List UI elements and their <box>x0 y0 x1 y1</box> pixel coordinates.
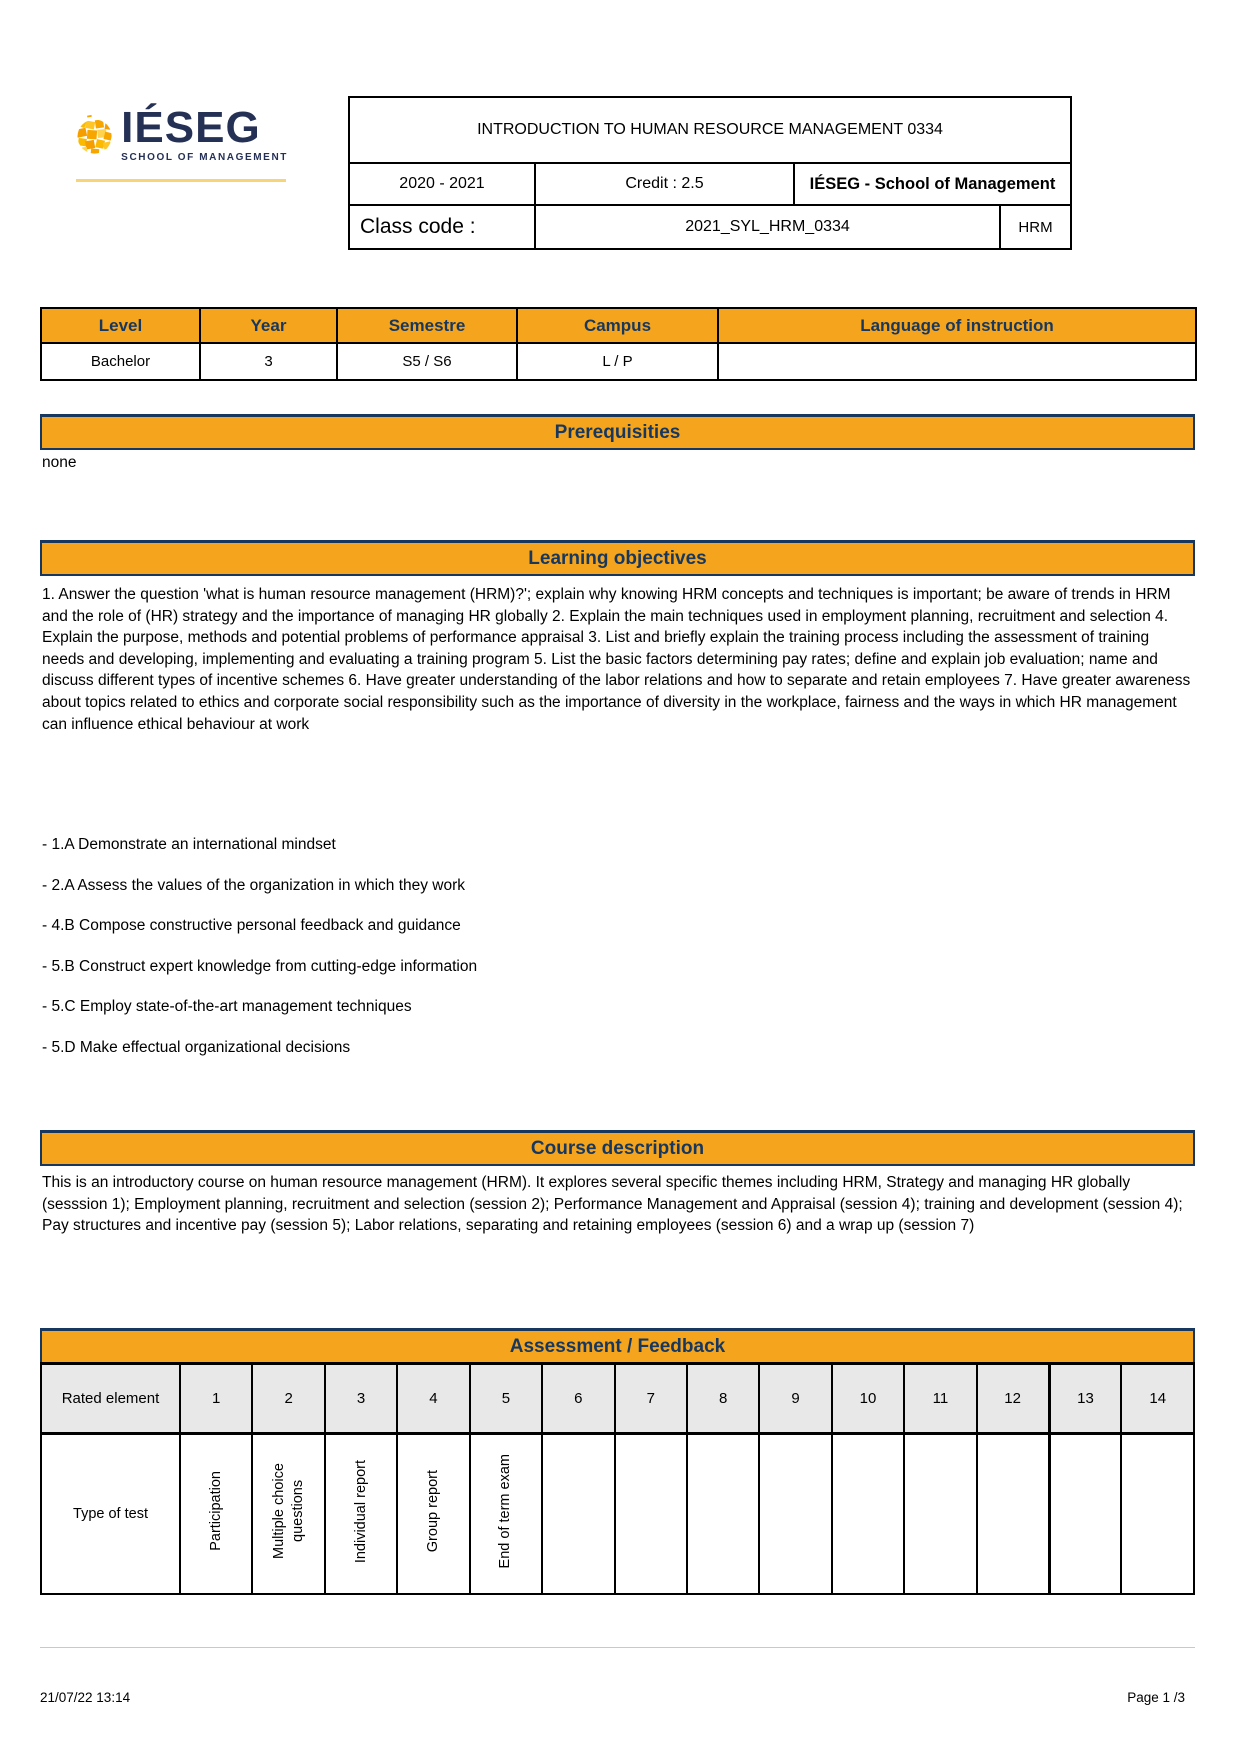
test-type-text: Group report <box>425 1470 442 1553</box>
credit-value: Credit : 2.5 <box>534 162 795 206</box>
learning-objectives-list <box>42 836 477 1079</box>
test-type-cell <box>832 1434 904 1594</box>
course-title: INTRODUCTION TO HUMAN RESOURCE MANAGEMENT 0334 <box>348 96 1072 164</box>
section-title-prerequisites: Prerequisities <box>40 414 1195 450</box>
section-title-course-description: Course description <box>40 1130 1195 1166</box>
assessment-column-header: 11 <box>904 1364 976 1434</box>
assessment-section <box>40 1328 1195 1595</box>
info-table <box>40 307 1197 381</box>
learning-objective-item: - 5.C Employ state-of-the-art management techniques <box>42 998 412 1015</box>
info-header-campus: Campus <box>517 308 718 343</box>
assessment-column-header: 1 <box>180 1364 252 1434</box>
learning-objective-item: - 5.D Make effectual organizational decisions <box>42 1038 351 1056</box>
school-name: IÉSEG - School of Management <box>793 162 1072 206</box>
rated-element-label: Rated element <box>41 1364 180 1434</box>
test-type-cell <box>904 1434 976 1594</box>
learning-objective-item: - 5.B Construct expert knowledge from cutting-edge information <box>42 957 478 975</box>
assessment-column-header: 3 <box>325 1364 397 1434</box>
assessment-column-header: 9 <box>759 1364 831 1434</box>
test-type-text: Multiple choice questions <box>270 1463 306 1560</box>
info-value-level: Bachelor <box>41 343 200 380</box>
class-code-value: 2021_SYL_HRM_0334 <box>534 204 1001 250</box>
assessment-column-header: 2 <box>252 1364 324 1434</box>
assessment-column-header: 10 <box>832 1364 904 1434</box>
type-of-test-label: Type of test <box>41 1434 180 1594</box>
info-header-semestre: Semestre <box>337 308 517 343</box>
assessment-column-header: 14 <box>1121 1364 1194 1434</box>
info-header-level: Level <box>41 308 200 343</box>
assessment-column-header: 6 <box>542 1364 614 1434</box>
assessment-column-header: 7 <box>615 1364 687 1434</box>
learning-objective-item: - 2.A Assess the values of the organization in which they work <box>42 876 466 894</box>
assessment-column-header: 8 <box>687 1364 759 1434</box>
ieseg-logo <box>76 100 288 182</box>
test-type-cell <box>397 1434 469 1594</box>
footer-page-number: Page 1 /3 <box>1127 1690 1185 1705</box>
learning-objective-item: - 4.B Compose constructive personal feedback and guidance <box>42 917 461 934</box>
logo-underline <box>76 179 286 182</box>
class-code-label: Class code : <box>348 204 536 250</box>
logo-subtitle: SCHOOL OF MANAGEMENT <box>121 151 288 163</box>
test-type-cell <box>759 1434 831 1594</box>
globe-icon <box>76 100 113 170</box>
title-table <box>348 96 1072 250</box>
footer-timestamp: 21/07/22 13:14 <box>40 1690 131 1705</box>
test-type-cell <box>615 1434 687 1594</box>
test-type-cell <box>180 1434 252 1594</box>
footer-divider <box>40 1647 1195 1648</box>
learning-objective-item: - 1.A Demonstrate an international mindset <box>42 836 336 853</box>
test-type-cell <box>542 1434 614 1594</box>
test-type-text: End of term exam <box>497 1454 514 1569</box>
assessment-column-header: 12 <box>977 1364 1049 1434</box>
info-value-language <box>718 343 1196 380</box>
info-value-campus: L / P <box>517 343 718 380</box>
test-type-cell <box>252 1434 324 1594</box>
assessment-column-header: 13 <box>1049 1364 1121 1434</box>
assessment-column-header: 5 <box>470 1364 542 1434</box>
test-type-cell <box>687 1434 759 1594</box>
info-value-year: 3 <box>200 343 337 380</box>
prerequisites-content: none <box>42 454 77 471</box>
assessment-column-header: 4 <box>397 1364 469 1434</box>
info-header-year: Year <box>200 308 337 343</box>
logo-wordmark: IÉSEG <box>121 103 261 153</box>
test-type-cell <box>977 1434 1049 1594</box>
test-type-text: Participation <box>207 1471 224 1552</box>
info-header-language: Language of instruction <box>718 308 1196 343</box>
course-description-paragraph: This is an introductory course on human resource management (HRM). It explores several specific themes including HRM, Strategy and managing HR globally (sesssion 1); Employment planning, recruitment and selection (session 2); Performance Management and Appraisal (session 4); training and development (session 4); Pay structures and incentive pay (session 5); Labor relations, separating and retaining employees (session 6) and a wrap up (session 7) <box>42 1174 1183 1235</box>
test-type-text: Individual report <box>352 1459 369 1563</box>
test-type-cell <box>470 1434 542 1594</box>
info-value-semestre: S5 / S6 <box>337 343 517 380</box>
test-type-cell <box>1121 1434 1194 1594</box>
academic-year: 2020 - 2021 <box>348 162 536 206</box>
assessment-table <box>40 1362 1195 1595</box>
learning-objectives-paragraph: 1. Answer the question 'what is human resource management (HRM)?'; explain why knowing HRM concepts and techniques is important; be aware of trends in HRM and the role of (HR) strategy and the importance of managing HR globally 2. Explain the main techniques used in employment planning, recruitment and selection 4. Explain the purpose, methods and potential problems of performance appraisal 3. List and briefly explain the training process including the assessment of training needs and developing, implementing and evaluating a training program 5. List the basic factors determining pay rates; define and explain job evaluation; name and discuss different types of incentive schemes 6. Have greater understanding of the labor relations and how to separate and retain employees 7. Have greater awareness about topics related to ethics and corporate social responsibility such as the importance of diversity in the workplace, fairness and the ways in which HR management can influence ethical behaviour at work <box>42 586 1191 733</box>
test-type-cell <box>325 1434 397 1594</box>
section-title-learning-objectives: Learning objectives <box>40 540 1195 576</box>
test-type-cell <box>1049 1434 1121 1594</box>
department-code: HRM <box>999 204 1072 250</box>
section-title-assessment: Assessment / Feedback <box>40 1328 1195 1362</box>
